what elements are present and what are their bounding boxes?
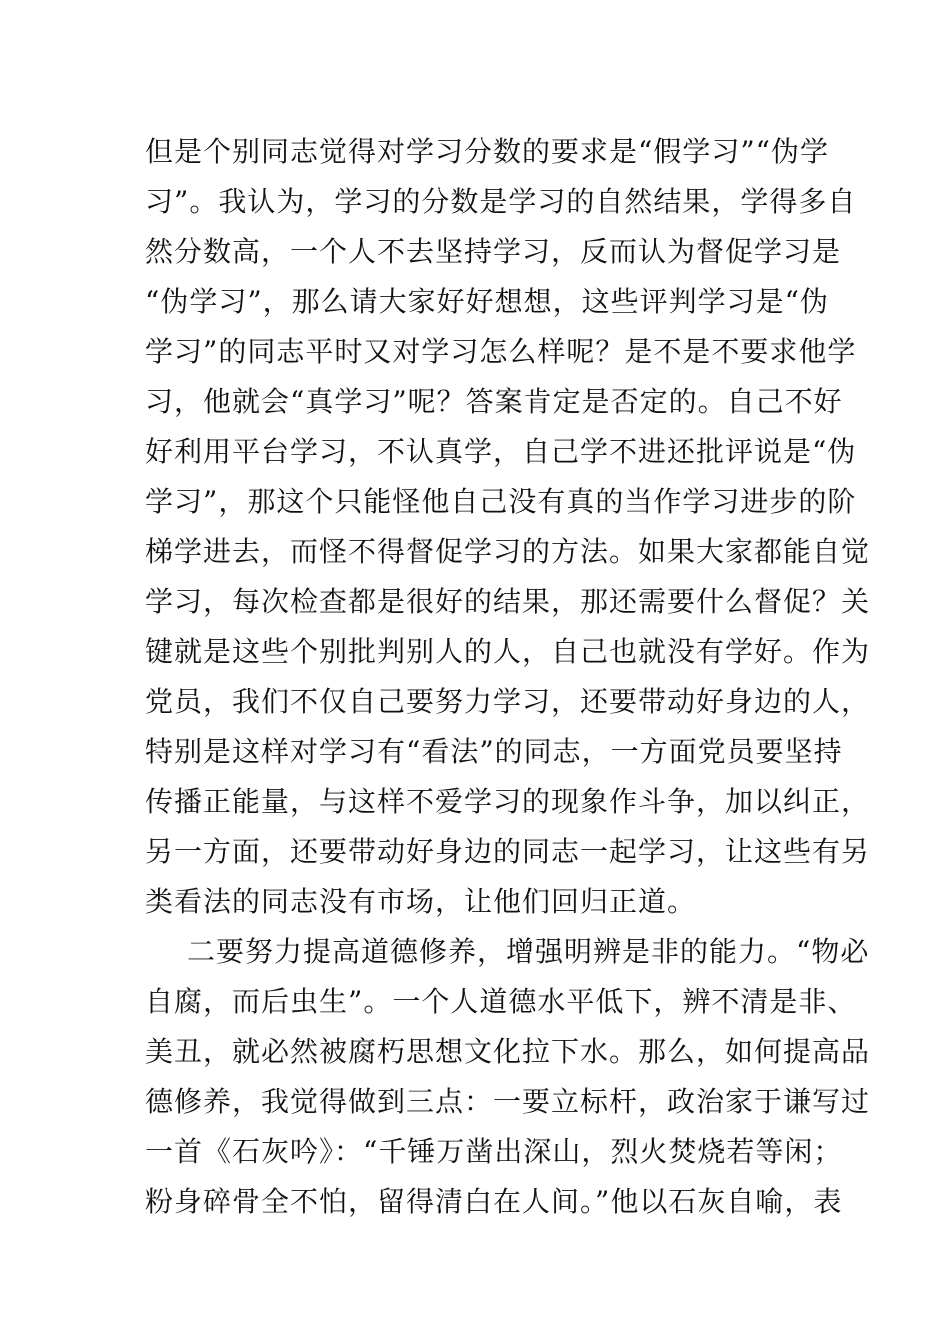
text-line: 梯学进去，而怪不得督促学习的方法。如果大家都能自觉 — [145, 535, 871, 568]
text-line: 德修养，我觉得做到三点：一要立标杆，政治家于谦写过 — [145, 1085, 871, 1118]
text-line: 习”。我认为，学习的分数是学习的自然结果，学得多自 — [145, 185, 857, 218]
text-line: 好利用平台学习，不认真学，自己学不进还批评说是“伪 — [145, 435, 857, 468]
text-line: 学习”，那这个只能怪他自己没有真的当作学习进步的阶 — [145, 485, 857, 518]
text-line: “伪学习”，那么请大家好好想想，这些评判学习是“伪 — [145, 285, 829, 318]
text-line: 但是个别同志觉得对学习分数的要求是“假学习”“伪学 — [145, 135, 829, 168]
text-line: 类看法的同志没有市场，让他们回归正道。 — [145, 885, 697, 918]
text-line: 然分数高，一个人不去坚持学习，反而认为督促学习是 — [145, 235, 842, 268]
text-line: 美丑，就必然被腐朽思想文化拉下水。那么，如何提高品 — [145, 1035, 871, 1068]
text-line: 特别是这样对学习有“看法”的同志，一方面党员要坚持 — [145, 735, 843, 768]
text-line: 另一方面，还要带动好身边的同志一起学习，让这些有另 — [145, 835, 871, 868]
text-line: 党员，我们不仅自己要努力学习，还要带动好身边的人， — [145, 685, 871, 718]
paragraph-first-line: 二要努力提高道德修养，增强明辨是非的能力。“物必 — [187, 935, 870, 968]
text-line: 学习，每次检查都是很好的结果，那还需要什么督促？关 — [145, 585, 871, 618]
text-line: 粉身碎骨全不怕，留得清白在人间。”他以石灰自喻，表 — [145, 1185, 843, 1218]
text-line: 一首《石灰吟》：“千锤万凿出深山，烈火焚烧若等闲； — [145, 1135, 843, 1168]
text-line: 传播正能量，与这样不爱学习的现象作斗争，加以纠正， — [145, 785, 871, 818]
text-line: 键就是这些个别批判别人的人，自己也就没有学好。作为 — [145, 635, 871, 668]
text-line: 自腐，而后虫生”。一个人道德水平低下，辨不清是非、 — [145, 985, 857, 1018]
text-line: 习，他就会“真学习”呢？答案肯定是否定的。自己不好 — [145, 385, 843, 418]
text-line: 学习”的同志平时又对学习怎么样呢？是不是不要求他学 — [145, 335, 857, 368]
